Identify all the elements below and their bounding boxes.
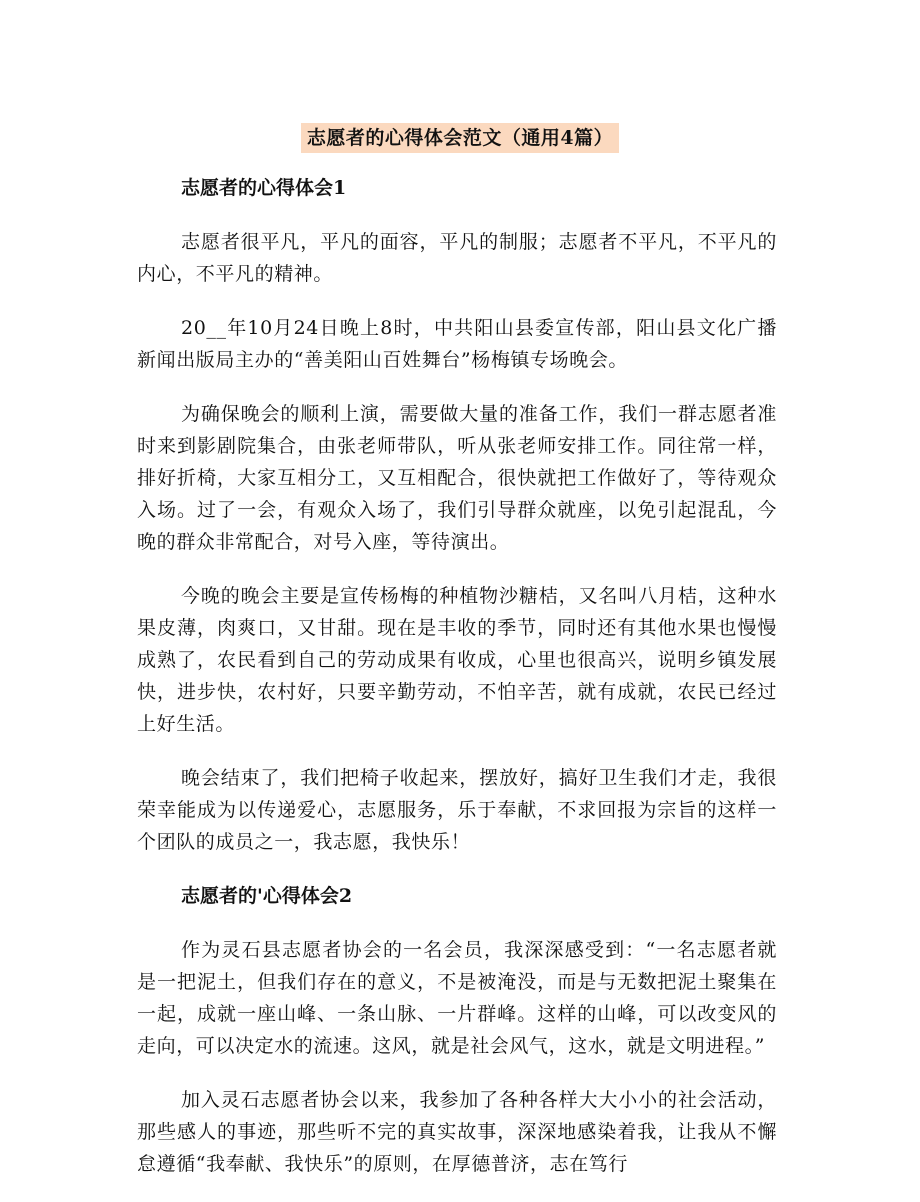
paragraph: 志愿者很平凡，平凡的面容，平凡的制服；志愿者不平凡，不平凡的内心，不平凡的精神。 <box>137 231 777 285</box>
document-title: 志愿者的心得体会范文（通用4篇） <box>301 123 619 153</box>
document-body <box>137 172 777 1202</box>
paragraph: 今晚的晚会主要是宣传杨梅的种植物沙糖桔，又名叫八月桔，这种水果皮薄，肉爽口，又甘甜。现在是丰收的季节，同时还有其他水果也慢慢成熟了，农民看到自己的劳动成果有收成，心里也很高兴，说明乡镇发展快，进步快，农村好，只要辛勤劳动，不怕辛苦，就有成就，农民已经过上好生活。 <box>137 585 777 735</box>
section-heading-1: 志愿者的心得体会1 <box>181 177 347 199</box>
section-heading-2: 志愿者的'心得体会2 <box>181 885 353 907</box>
paragraph: 加入灵石志愿者协会以来，我参加了各种各样大大小小的社会活动，那些感人的事迹，那些听不完的真实故事，深深地感染着我，让我从不懈怠遵循“我奉献、我快乐”的原则，在厚德普济，志在笃行 <box>137 1089 777 1175</box>
paragraph: 为确保晚会的顺利上演，需要做大量的准备工作，我们一群志愿者准时来到影剧院集合，由张老师带队，听从张老师安排工作。同往常一样，排好折椅，大家互相分工，又互相配合，很快就把工作做好了，等待观众入场。过了一会，有观众入场了，我们引导群众就座，以免引起混乱，今晚的群众非常配合，对号入座，等待演出。 <box>137 403 777 553</box>
paragraph: 晚会结束了，我们把椅子收起来，摆放好，搞好卫生我们才走，我很荣幸能成为以传递爱心，志愿服务，乐于奉献，不求回报为宗旨的这样一个团队的成员之一，我志愿，我快乐！ <box>137 767 777 853</box>
paragraph: 20__年10月24日晚上8时，中共阳山县委宣传部，阳山县文化广播新闻出版局主办的“善美阳山百姓舞台”杨梅镇专场晚会。 <box>137 317 777 371</box>
paragraph: 作为灵石县志愿者协会的一名会员，我深深感受到：“一名志愿者就是一把泥土，但我们存在的意义，不是被淹没，而是与无数把泥土聚集在一起，成就一座山峰、一条山脉、一片群峰。这样的山峰，可以改变风的走向，可以决定水的流速。这风，就是社会风气，这水，就是文明进程。” <box>137 939 777 1057</box>
title-container <box>0 123 920 153</box>
